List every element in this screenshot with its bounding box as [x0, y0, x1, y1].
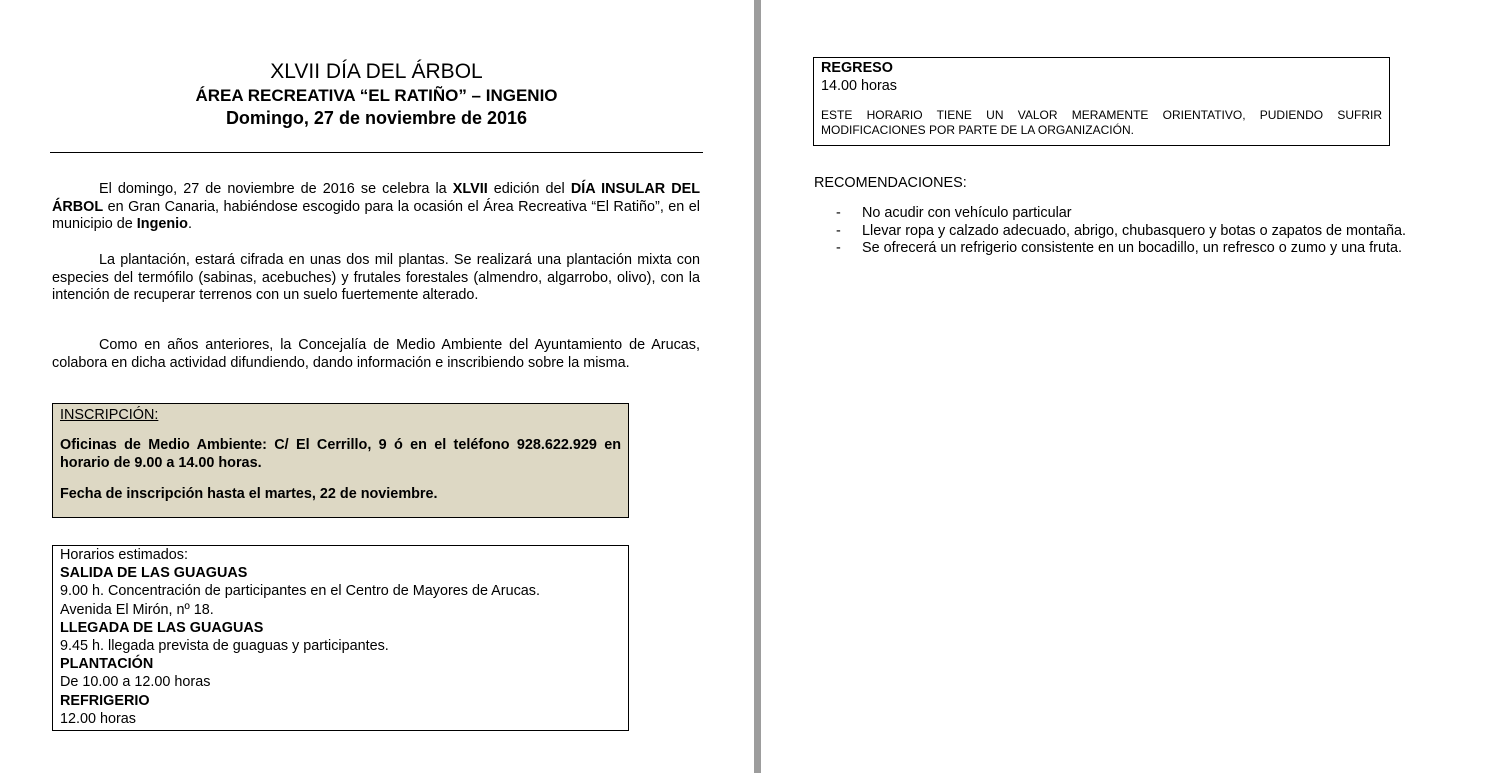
inscripcion-box — [52, 403, 629, 518]
text-run: en Gran Canaria, habiéndose escogido para la ocasión el Área Recreativa “El Ratiño”, en el municipio de — [52, 198, 700, 233]
text-run: edición del — [487, 181, 571, 197]
regreso-heading: REGRESO — [821, 60, 893, 76]
document-subtitle: ÁREA RECREATIVA “EL RATIÑO” – INGENIO — [195, 86, 558, 105]
horarios-title: Horarios estimados: — [60, 547, 188, 563]
recomendaciones-list — [836, 205, 1462, 258]
horario-heading-plantacion: PLANTACIÓN — [60, 656, 154, 673]
document-title: XLVII DÍA DEL ÁRBOL — [270, 60, 483, 83]
list-item: - Llevar ropa y calzado adecuado, abrigo, chubasquero y botas o zapatos de montaña. — [836, 222, 1407, 239]
text-run: El domingo, 27 de noviembre de 2016 se celebra la — [99, 181, 453, 197]
horario-line: De 10.00 a 12.00 horas — [60, 674, 211, 691]
bullet-dash: - — [836, 205, 841, 221]
title-block — [50, 58, 703, 130]
bold-text-run: DÍA INSULAR DEL ÁRBOL — [52, 181, 700, 215]
inscripcion-deadline: Fecha de inscripción hasta el martes, 22 de noviembre. — [60, 485, 438, 502]
bold-text-run: XLVII — [452, 181, 488, 197]
page-gutter — [754, 0, 761, 773]
list-item: - Se ofrecerá un refrigerio consistente en un bocadillo, un refresco o zumo y una fruta. — [836, 240, 1402, 257]
regreso-note: ESTE HORARIO TIENE UN VALOR MERAMENTE ORIENTATIVO, PUDIENDO SUFRIR MODIFICACIONES POR PARTE DE LA ORGANIZACIÓN. — [821, 108, 1382, 137]
horario-heading-refrigerio: REFRIGERIO — [60, 692, 150, 709]
horario-heading-salida: SALIDA DE LAS GUAGUAS — [60, 565, 248, 582]
horario-line: Avenida El Mirón, nº 18. — [60, 601, 214, 618]
horario-line: 9.45 h. llegada prevista de guaguas y participantes. — [60, 638, 389, 655]
bullet-dash: - — [836, 222, 841, 239]
regreso-time: 14.00 horas — [821, 78, 898, 95]
horarios-box — [52, 545, 629, 731]
list-item: - No acudir con vehículo particular — [836, 205, 1072, 221]
bold-text-run: Ingenio — [136, 216, 188, 233]
horario-line: 9.00 h. Concentración de participantes en el Centro de Mayores de Arucas. — [60, 583, 540, 600]
intro-paragraph-2: La plantación, estará cifrada en unas dos mil plantas. Se realizará una plantación mixta con especies del termófilo (sabinas, acebuches) y frutales forestales (almendro, algarrobo, olivo), con la intención de recuperar terrenos con un suelo fuertemente alterado. — [52, 252, 700, 304]
recomendaciones-title: RECOMENDACIONES: — [814, 175, 967, 191]
inscripcion-offices: Oficinas de Medio Ambiente: C/ El Cerrillo, 9 ó en el teléfono 928.622.929 en horario de 9.00 a 14.00 horas. — [60, 437, 621, 472]
bullet-dash: - — [836, 240, 841, 257]
document-date: Domingo, 27 de noviembre de 2016 — [225, 108, 528, 128]
intro-paragraph-1 — [52, 181, 700, 234]
regreso-box — [813, 57, 1390, 146]
horario-line: 12.00 horas — [60, 710, 137, 727]
text-run: . — [187, 216, 192, 233]
title-divider — [50, 152, 703, 153]
inscripcion-label: INSCRIPCIÓN: — [60, 407, 159, 423]
intro-paragraph-3: Como en años anteriores, la Concejalía de Medio Ambiente del Ayuntamiento de Arucas, colabora en dicha actividad difundiendo, dando información e inscribiendo sobre la misma. — [52, 337, 700, 371]
horario-heading-llegada: LLEGADA DE LAS GUAGUAS — [60, 619, 264, 636]
